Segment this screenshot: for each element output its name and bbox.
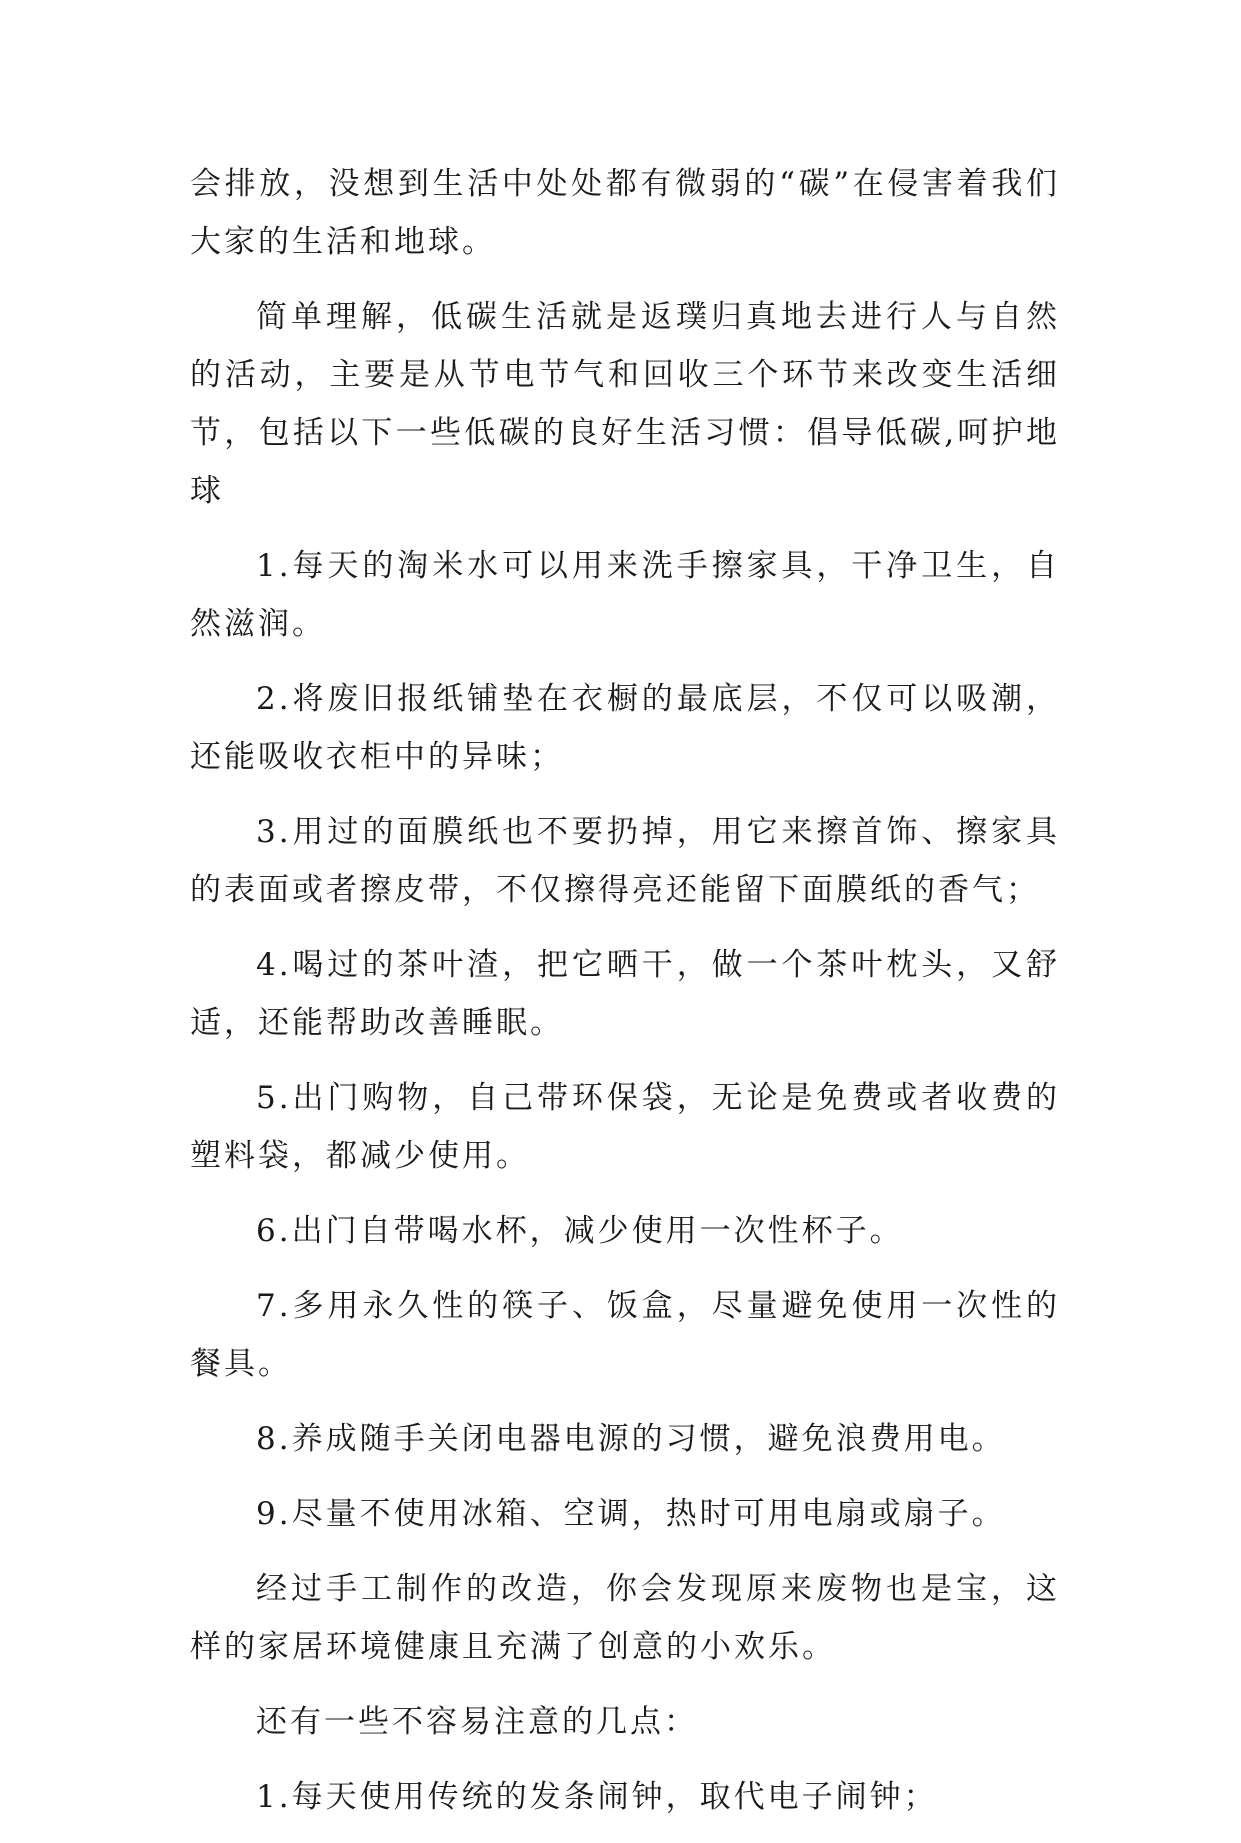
list-item-rice-water: 1.每天的淘米水可以用来洗手擦家具，干净卫生，自然滋润。 [190, 548, 1060, 642]
list-item-fan: 9.尽量不使用冰箱、空调，热时可用电扇或扇子。 [256, 1496, 1006, 1532]
list-item-tea-leaves: 4.喝过的茶叶渣，把它晒干，做一个茶叶枕头，又舒适，还能帮助改善睡眠。 [190, 947, 1060, 1041]
paragraph-carbon-intro-continued: 会排放，没想到生活中处处都有微弱的“碳”在侵害着我们大家的生活和地球。 [190, 166, 1060, 260]
list-item-power-off: 8.养成随手关闭电器电源的习惯，避免浪费用电。 [256, 1421, 1006, 1457]
paragraph-extra-points-heading: 还有一些不容易注意的几点： [256, 1704, 698, 1740]
list-item-chopsticks: 7.多用永久性的筷子、饭盒，尽量避免使用一次性的餐具。 [190, 1288, 1060, 1382]
list-item-alarm-clock: 1.每天使用传统的发条闹钟，取代电子闹钟； [256, 1779, 938, 1815]
paragraph-handmade-reuse: 经过手工制作的改造，你会发现原来废物也是宝，这样的家居环境健康且充满了创意的小欢乐。 [190, 1571, 1060, 1665]
paragraph-low-carbon-definition: 简单理解，低碳生活就是返璞归真地去进行人与自然的活动，主要是从节电节气和回收三个环节来改变生活细节，包括以下一些低碳的良好生活习惯：倡导低碳,呵护地球 [190, 299, 1060, 509]
document-body [190, 155, 1060, 1843]
list-item-old-newspaper: 2.将废旧报纸铺垫在衣橱的最底层，不仅可以吸潮，还能吸收衣柜中的异味； [190, 681, 1060, 775]
list-item-water-cup: 6.出门自带喝水杯，减少使用一次性杯子。 [256, 1213, 904, 1249]
list-item-face-mask-paper: 3.用过的面膜纸也不要扔掉，用它来擦首饰、擦家具的表面或者擦皮带，不仅擦得亮还能留下面膜纸的香气； [190, 814, 1060, 908]
list-item-shopping-bag: 5.出门购物，自己带环保袋，无论是免费或者收费的塑料袋，都减少使用。 [190, 1080, 1060, 1174]
